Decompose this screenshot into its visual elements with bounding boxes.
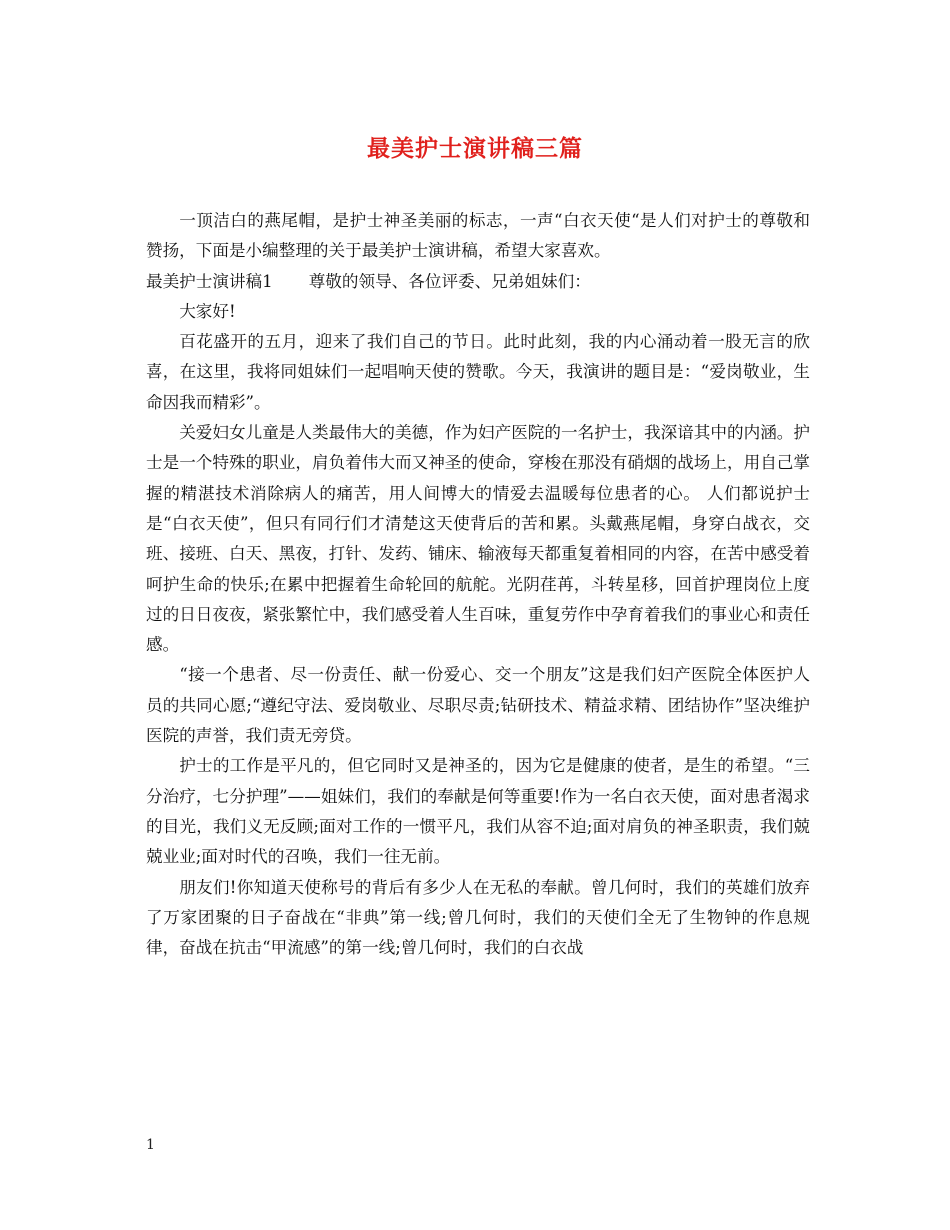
page-number: 1	[146, 1137, 155, 1153]
intro-paragraph: 一顶洁白的燕尾帽，是护士神圣美丽的标志，一声“白衣天使“是人们对护士的尊敬和赞扬，下面是小编整理的关于最美护士演讲稿，希望大家喜欢。	[146, 211, 810, 261]
body-paragraph: 朋友们!你知道天使称号的背后有多少人在无私的奉献。曾几何时，我们的英雄们放弃了万家团聚的日子奋战在“非典”第一线;曾几何时，我们的天使们全无了生物钟的作息规律，奋战在抗击“甲流感”的第一线;曾几何时，我们的白衣战	[146, 877, 810, 958]
section-heading: 最美护士演讲稿1	[146, 271, 273, 291]
document-title: 最美护士演讲稿三篇	[367, 135, 583, 162]
salutation: 尊敬的领导、各位评委、兄弟姐妹们：	[308, 271, 591, 291]
body-paragraph: “接一个患者、尽一份责任、献一份爱心、交一个朋友”这是我们妇产医院全体医护人员的共同心愿;“遵纪守法、爱岗敬业、尽职尽责;钻研技术、精益求精、团结协作”坚决维护医院的声誉，我们责无旁贷。	[146, 665, 810, 746]
body-paragraph: 关爱妇女儿童是人类最伟大的美德，作为妇产医院的一名护士，我深谙其中的内涵。护士是一个特殊的职业，肩负着伟大而又神圣的使命，穿梭在那没有硝烟的战场上，用自己掌握的精湛技术消除病人的痛苦，用人间博大的情爱去温暖每位患者的心。 人们都说护士是“白衣天使”，但只有同行们才清楚这天使背后的苦和累。头戴燕尾帽，身穿白战衣，交班、接班、白天、黑夜，打针、发药、铺床、输液每天都重复着相同的内容，在苦中感受着呵护生命的快乐;在累中把握着生命轮回的航舵。光阴荏苒，斗转星移，回首护理岗位上度过的日日夜夜，紧张繁忙中，我们感受着人生百味，重复劳作中孕育着我们的事业心和责任感。	[146, 423, 810, 655]
document-body	[146, 206, 810, 963]
section-heading-line	[146, 267, 810, 297]
body-paragraph: 百花盛开的五月，迎来了我们自己的节日。此时此刻，我的内心涌动着一股无言的欣喜，在这里，我将同姐妹们一起唱响天使的赞歌。今天，我演讲的题目是：“爱岗敬业，生命因我而精彩”。	[146, 332, 810, 412]
greeting: 大家好!	[179, 301, 236, 321]
body-paragraph: 护士的工作是平凡的，但它同时又是神圣的，因为它是健康的使者，是生的希望。“三分治疗，七分护理”——姐妹们，我们的奉献是何等重要!作为一名白衣天使，面对患者渴求的目光，我们义无反顾;面对工作的一惯平凡，我们从容不迫;面对肩负的神圣职责，我们兢兢业业;面对时代的召唤，我们一往无前。	[146, 756, 810, 867]
